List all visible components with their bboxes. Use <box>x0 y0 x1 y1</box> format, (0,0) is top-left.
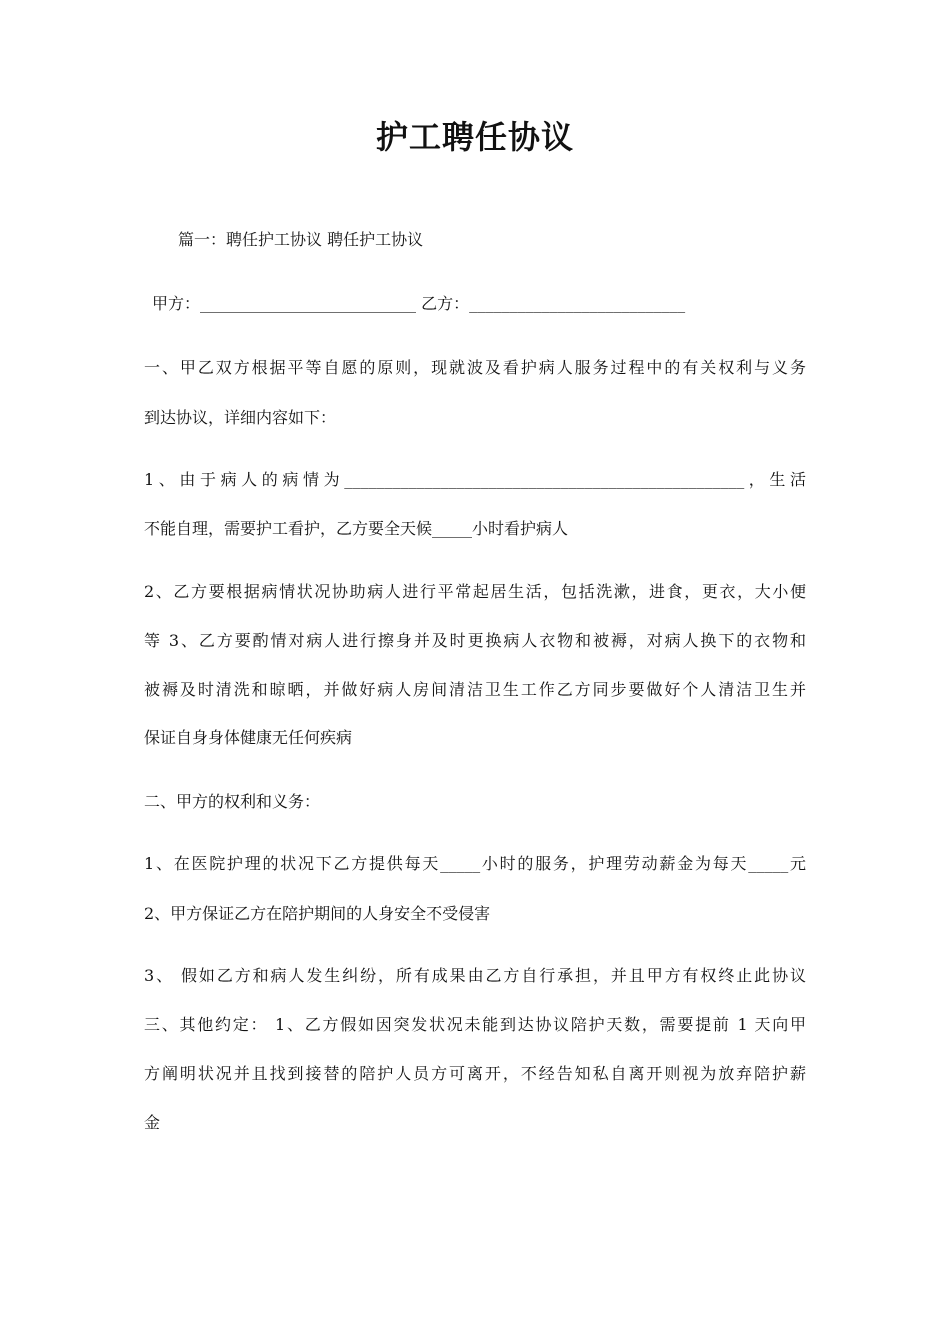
parties-line: 甲方：___________________________ 乙方：___________________________ <box>152 294 686 313</box>
body-line <box>144 356 806 380</box>
subtitle-line: 篇一：聘任护工协议 聘任护工协议 <box>178 230 424 249</box>
body-line: 不能自理，需要护工看护，乙方要全天候_____小时看护病人 <box>144 519 569 538</box>
body-line <box>144 964 806 988</box>
body-line-text: 1、由于病人的病情为__________________________________________________，生活 <box>144 470 806 489</box>
body-line-text: 一、甲乙双方根据平等自愿的原则，现就波及看护病人服务过程中的有关权利与义务 <box>144 358 806 377</box>
body-line: 到达协议，详细内容如下： <box>144 408 337 427</box>
body-line-text: 三、其他约定： 1、乙方假如因突发状况未能到达协议陪护天数，需要提前 1 天向甲 <box>144 1015 806 1034</box>
body-line <box>144 1062 806 1086</box>
body-line-text: 方阐明状况并且找到接替的陪护人员方可离开，不经告知私自离开则视为放弃陪护薪 <box>144 1064 806 1083</box>
body-line <box>144 1013 806 1037</box>
body-line: 金 <box>144 1113 161 1132</box>
body-line-text: 3、 假如乙方和病人发生纠纷，所有成果由乙方自行承担，并且甲方有权终止此协议 <box>144 966 806 985</box>
body-line: 保证自身身体健康无任何疾病 <box>144 728 353 747</box>
body-line <box>144 678 806 702</box>
body-line-text: 被褥及时清洗和晾晒，并做好病人房间清洁卫生工作乙方同步要做好个人清洁卫生并 <box>144 680 806 699</box>
body-line <box>144 468 806 492</box>
document-title: 护工聘任协议 <box>375 118 574 156</box>
body-line-text: 1、在医院护理的状况下乙方提供每天_____小时的服务，护理劳动薪金为每天_____元 <box>144 854 806 873</box>
body-line-text: 2、乙方要根据病情状况协助病人进行平常起居生活，包括洗漱，进食，更衣，大小便 <box>144 582 806 601</box>
body-line <box>144 580 806 604</box>
section-heading: 二、甲方的权利和义务： <box>144 792 321 811</box>
body-line: 2、甲方保证乙方在陪护期间的人身安全不受侵害 <box>144 904 491 923</box>
body-line <box>144 629 806 653</box>
body-line <box>144 852 806 876</box>
body-line-text: 等 3、乙方要酌情对病人进行擦身并及时更换病人衣物和被褥，对病人换下的衣物和 <box>144 631 806 650</box>
